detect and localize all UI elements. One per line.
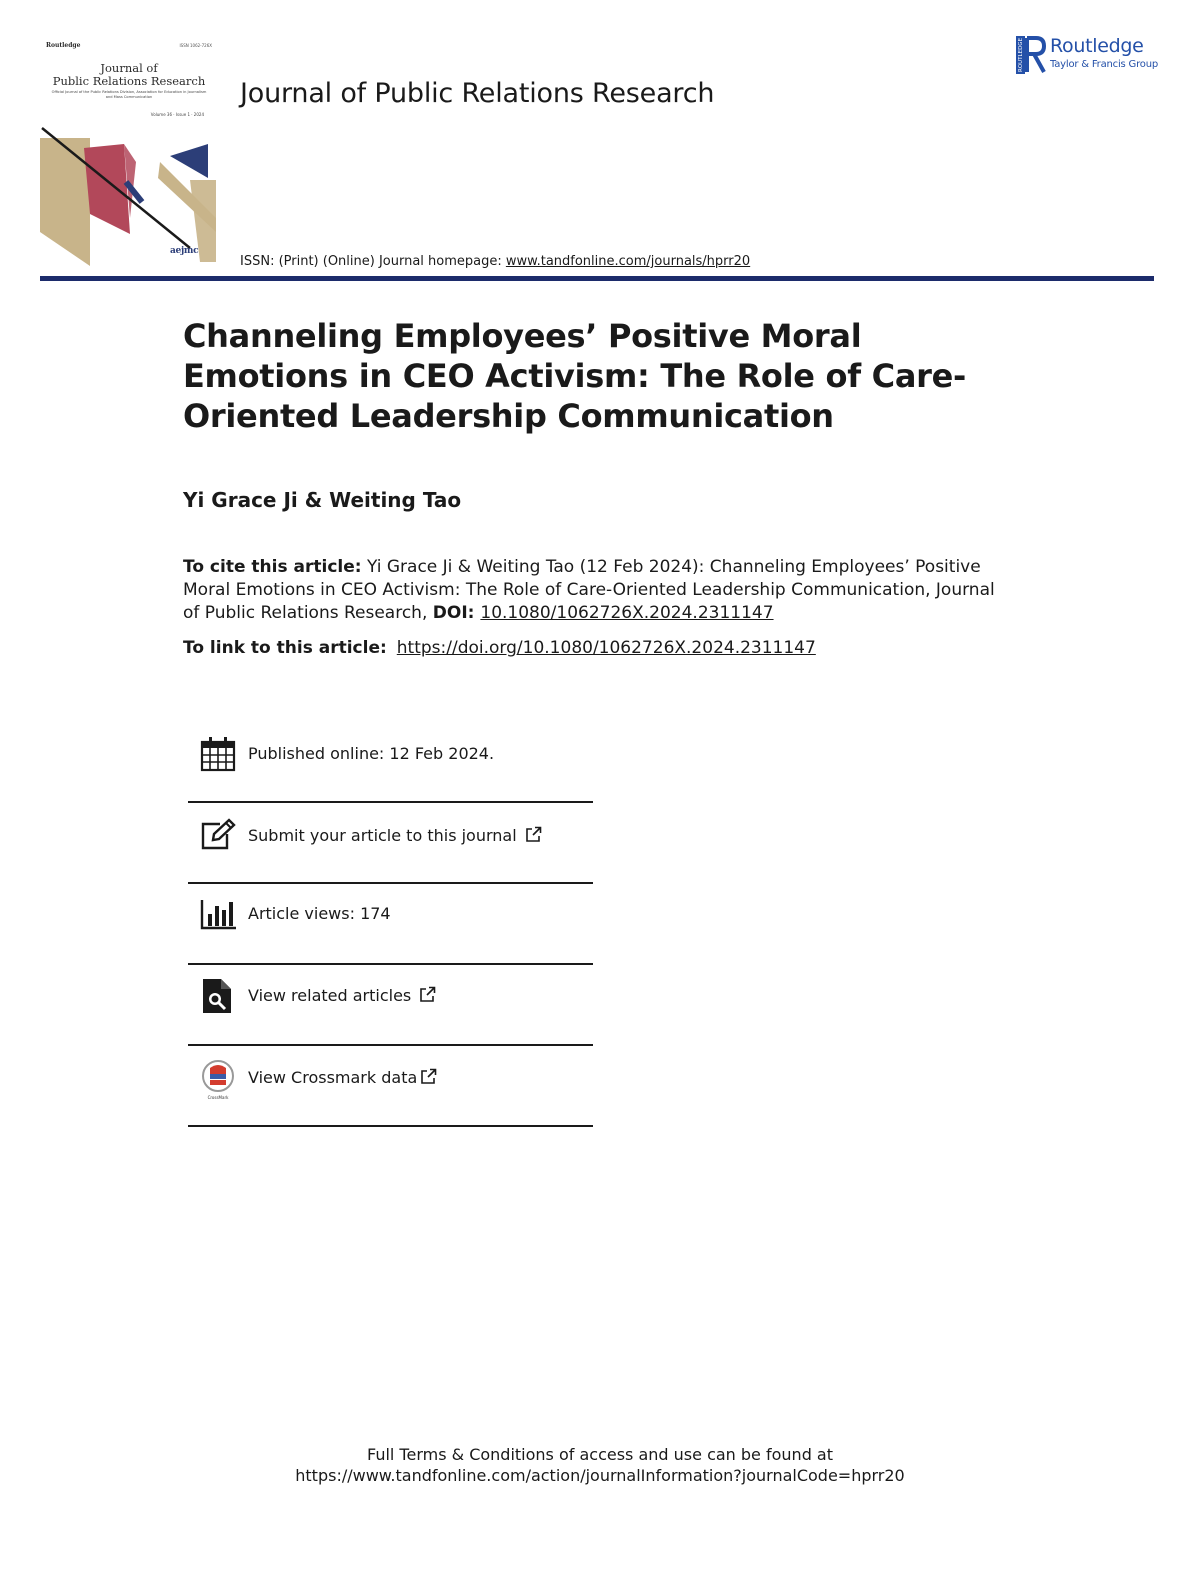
- submit-article-row[interactable]: [188, 818, 593, 898]
- crossmark-row[interactable]: [188, 1060, 593, 1140]
- submit-article-text: Submit your article to this journal: [248, 826, 517, 845]
- crossmark-icon-caption: CrossMark: [207, 1095, 229, 1100]
- article-link-line: [183, 638, 816, 658]
- cover-society-logo: aejmc: [170, 246, 199, 256]
- external-link-icon: [420, 1068, 437, 1085]
- published-online-text: Published online: 12 Feb 2024.: [248, 744, 495, 763]
- link-label: To link to this article:: [183, 638, 387, 658]
- footer-terms: [0, 1444, 1200, 1486]
- published-online-row: [188, 736, 593, 816]
- cover-artwork: [40, 122, 218, 266]
- bar-chart-icon: [200, 896, 236, 932]
- header-divider: [40, 276, 1154, 281]
- crossmark-icon: [200, 1060, 236, 1100]
- journal-name: Journal of Public Relations Research: [240, 78, 715, 109]
- crossmark-text: View Crossmark data: [248, 1068, 418, 1087]
- cover-issn: ISSN 1062-726X: [179, 43, 212, 48]
- article-title: Channeling Employees’ Positive Moral Emotions in CEO Activism: The Role of Care-Oriented Leadership Communication: [183, 317, 967, 435]
- footer-line2: https://www.tandfonline.com/action/journalInformation?journalCode=hprr20: [295, 1466, 905, 1485]
- related-articles-link[interactable]: [248, 986, 436, 1005]
- publisher-group: Taylor & Francis Group: [1050, 59, 1158, 70]
- calendar-icon: [200, 736, 236, 772]
- document-search-icon: [200, 978, 236, 1014]
- cover-subtitle: Official Journal of the Public Relations Division, Association for Education in Journalism and Mass Communication: [51, 90, 207, 99]
- info-divider: [188, 801, 593, 803]
- cite-label: To cite this article:: [183, 557, 362, 577]
- issn-text: ISSN: (Print) (Online) Journal homepage:: [240, 254, 506, 269]
- external-link-icon: [525, 826, 542, 843]
- edit-icon: [200, 818, 236, 854]
- routledge-vertical-text: ROUTLEDGE: [1018, 37, 1024, 72]
- cite-text: Yi Grace Ji & Weiting Tao (12 Feb 2024): Channeling Employees’ Positive Moral Emotions in CEO Activism: The Role of Care-Oriented Leadership Communication, Journal of Public Relations Research,: [183, 557, 995, 623]
- cover-publisher: Routledge: [46, 42, 81, 49]
- info-divider: [188, 963, 593, 965]
- cover-volume: Volume 36 · Issue 1 · 2024: [150, 112, 204, 117]
- info-divider: [188, 1125, 593, 1127]
- cover-title-line2: Public Relations Research: [52, 74, 206, 88]
- issn-line: [240, 254, 750, 269]
- cite-doi-link[interactable]: 10.1080/1062726X.2024.2311147: [480, 603, 774, 623]
- cite-doi-label: DOI:: [432, 603, 481, 623]
- related-articles-text: View related articles: [248, 986, 412, 1005]
- cover-title: [40, 62, 218, 88]
- routledge-r-icon: [1016, 34, 1046, 76]
- submit-article-link[interactable]: [248, 826, 542, 845]
- journal-homepage-link[interactable]: www.tandfonline.com/journals/hprr20: [505, 254, 751, 269]
- crossmark-link[interactable]: [248, 1068, 437, 1087]
- info-divider: [188, 882, 593, 884]
- cover-title-line1: Journal of: [100, 61, 158, 75]
- related-articles-row[interactable]: [188, 978, 593, 1058]
- info-divider: [188, 1044, 593, 1046]
- article-authors: Yi Grace Ji & Weiting Tao: [183, 488, 462, 512]
- footer-line1: Full Terms & Conditions of access and use can be found at: [366, 1445, 834, 1464]
- journal-cover-image: [40, 38, 218, 266]
- publisher-name: Routledge: [1050, 35, 1144, 57]
- article-doi-url[interactable]: https://doi.org/10.1080/1062726X.2024.2311147: [396, 638, 816, 658]
- citation: [183, 556, 1003, 625]
- routledge-logo: [1016, 34, 1166, 76]
- article-views-text: Article views: 174: [248, 904, 391, 923]
- external-link-icon: [419, 986, 436, 1003]
